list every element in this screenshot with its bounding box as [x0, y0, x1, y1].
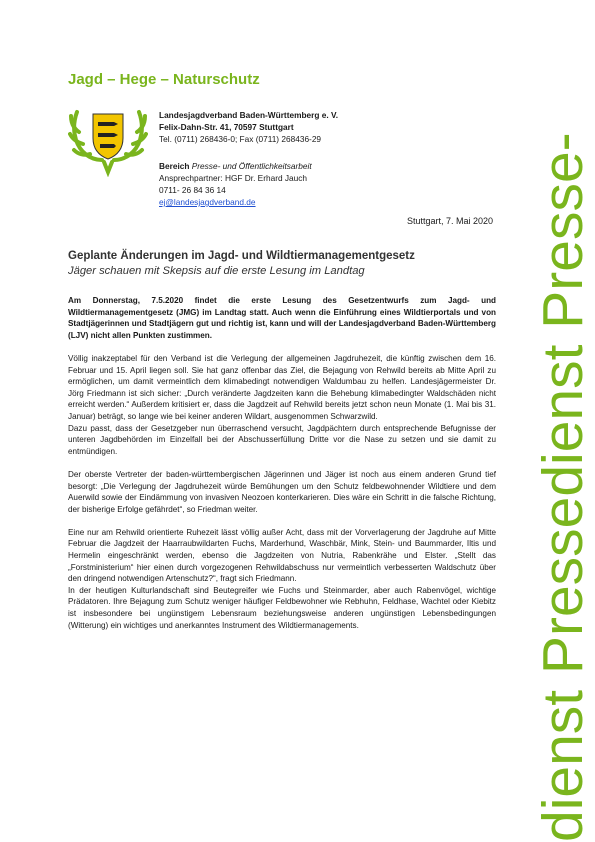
side-banner: dienst Pressedienst Presse-	[531, 132, 595, 842]
contact-block	[159, 160, 312, 208]
department-line	[159, 160, 312, 172]
contact-person: Ansprechpartner: HGF Dr. Erhard Jauch	[159, 173, 308, 183]
organization-street: Felix-Dahn-Str. 41, 70597 Stuttgart	[159, 122, 294, 132]
contact-email-link[interactable]: ej@landesjagdverband.de	[159, 197, 256, 207]
paragraph: Völlig inakzeptabel für den Verband ist die Verlegung der allgemeinen Jagdruhezeit, die künftig zwischen dem 16. Februar und 15. April liegen soll. Sie hat ganz offenbar das Ziel, die Bejagung von Rehwild bereits ab Mitte April zu ermöglichen, um damit vermeintlich dem klimabedingt notwendigen Waldumbau zu helfen. Landesjägermeister Dr. Jörg Friedmann ist sich sicher: „Durch veränderte Jagdzeiten kann die Behebung klimabedingter Waldschäden nicht erreicht werden.“ Außerdem kritisiert er, dass die Jagdzeit auf Rehwild bereits jetzt schon neun Monate (1. Mai bis 31. Januar) beträgt, so lange wie bei keiner anderen Wildart, ausgenommen Schwarzwild.	[68, 353, 496, 421]
organization-name: Landesjagdverband Baden-Württemberg e. V.	[159, 110, 339, 120]
lead-paragraph: Am Donnerstag, 7.5.2020 findet die erste Lesung des Gesetzentwurfs zum Jagd- und Wildtiermanagementgesetz (JMG) im Landtag statt. Auch wenn die Einführung eines Wildtierportals und von Stadtjägerinnen und Stadtjägern gut und richtig ist, kann und will der Landesjagdverband Baden-Württemberg (LJV) nicht allen Punkten zustimmen.	[68, 296, 496, 340]
hunting-association-logo	[68, 102, 148, 177]
paragraph: Der oberste Vertreter der baden-württembergischen Jägerinnen und Jäger ist noch aus einem anderen Grund tief besorgt: „Die Verlegung der Jagdruhezeit würde Bemühungen um den Schutz feldbewohnender Wildtiere und dem Auerwild sowie der Eindämmung von invasiven Neozoen konterkarieren. Dies wäre ein Schritt in die falsche Richtung, der bisherige Erfolge gefährdet“, so Friedman weiter.	[68, 469, 496, 514]
paragraph: In der heutigen Kulturlandschaft sind Beutegreifer wie Fuchs und Steinmarder, aber auch Rabenvögel, wichtige Prädatoren. Ihre Bejagung zum Schutz weniger häufiger Feldbewohner wie Rebhuhn, Feldhase, Wachtel oder Kiebitz ist insbesondere bei ungünstigem Lebensraum beziehungsweise anderen ungünstigen Lebensbedingungen (Witterung) ein wichtiges und anerkanntes Instrument des Wildtiermanagements.	[68, 585, 496, 630]
department-label: Bereich	[159, 161, 190, 171]
subheadline: Jäger schauen mit Skepsis auf die erste Lesung im Landtag	[68, 265, 365, 277]
headline: Geplante Änderungen im Jagd- und Wildtiermanagementgesetz	[68, 250, 415, 262]
contact-phone: 0711- 26 84 36 14	[159, 185, 226, 195]
dateline: Stuttgart, 7. Mai 2020	[406, 216, 493, 226]
organization-phone: Tel. (0711) 268436-0; Fax (0711) 268436-29	[159, 134, 322, 144]
paragraph: Dazu passt, dass der Gesetzgeber nun überraschend versucht, Jagdpächtern durch entsprechende Befugnisse der unteren Jagdbehörden im Einzelfall bei der Abschusserfüllung Dritte vor die Nase zu setzen und sie damit zu entmündigen.	[68, 423, 496, 456]
article-body	[68, 295, 496, 643]
brand-slogan: Jagd – Hege – Naturschutz	[68, 71, 260, 88]
department-name: Presse- und Öffentlichkeitsarbeit	[191, 161, 312, 171]
organization-address	[159, 109, 338, 145]
paragraph: Eine nur am Rehwild orientierte Ruhezeit lässt völlig außer Acht, dass mit der Vorverlagerung der Jagdruhe auf Mitte Februar die Jagdzeit der Haarraubwildarten Fuchs, Marderhund, Waschbär, Mink, Stein- und Baummarder, Iltis und Hermelin eingeschränkt werden, ebenso die Jagdzeiten von Nutria, Rabenkrähe und Elster. „Stellt das „Forstministerium“ hier einen durch vorgezogenen Rehwildabschuss nur vermeintlich verbesserten Waldschutz über den dringend notwendigen Artenschutz?“, fragt sich Friedmann.	[68, 527, 496, 584]
